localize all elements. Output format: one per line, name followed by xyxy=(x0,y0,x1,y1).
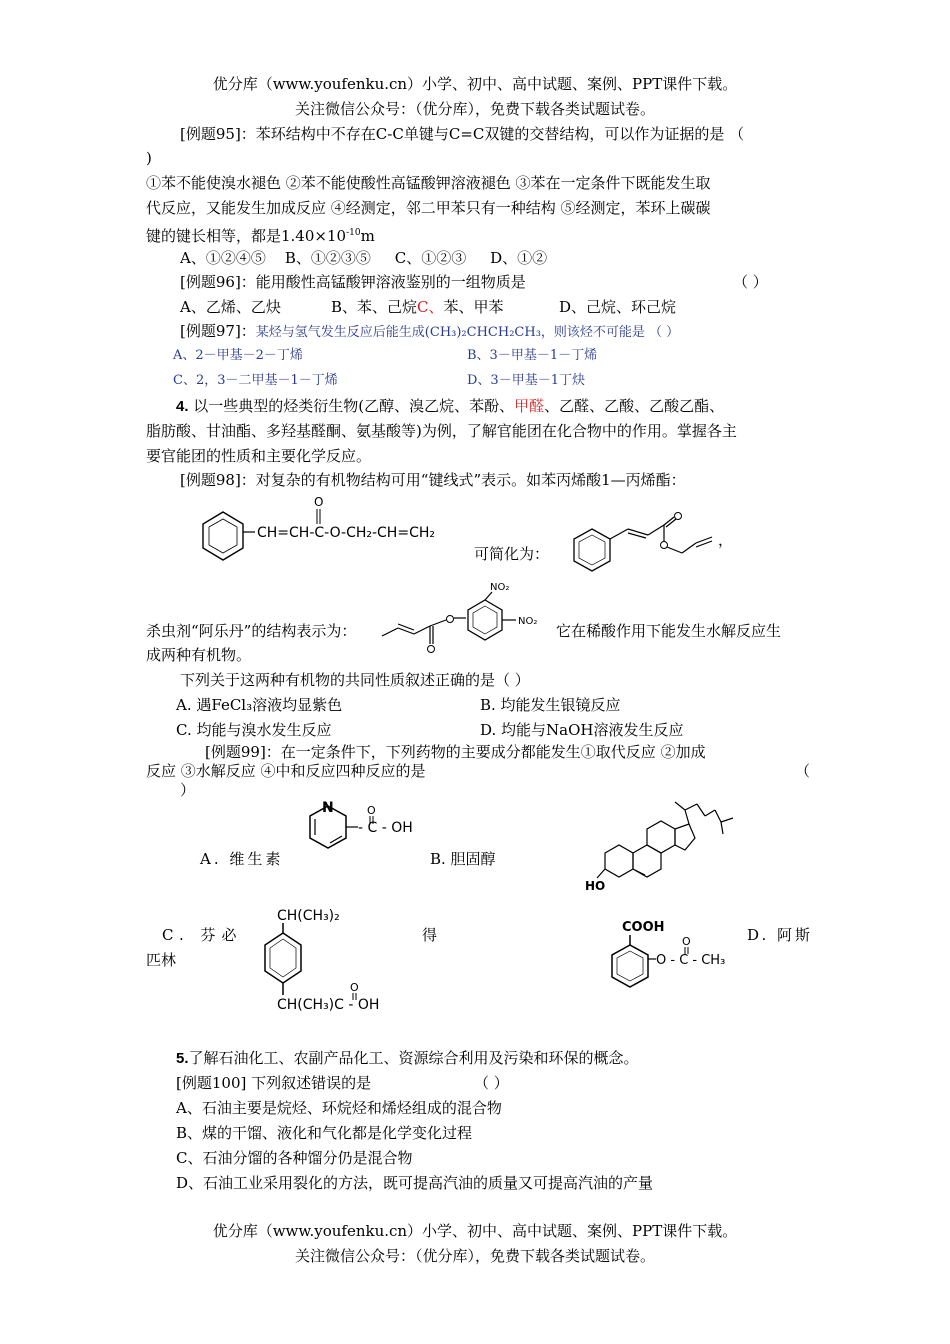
alledan-structure xyxy=(380,578,560,663)
aspirin-acetoxy: O - C - CH₃ xyxy=(656,953,726,968)
example-96-option-d: D、己烷、环己烷 xyxy=(559,298,677,316)
example-95-label: [例题95]： xyxy=(180,125,256,143)
example-100-question: [例题100] 下列叙述错误的是 xyxy=(176,1074,372,1092)
insecticide-line-2: 成两种有机物。 xyxy=(146,646,252,664)
aspirin-cooh: COOH xyxy=(622,920,665,935)
ibuprofen-bottom-group: CH(CH₃)C - OH xyxy=(277,997,380,1013)
example-97-option-b: B、3－甲基－1－丁烯 xyxy=(467,348,598,363)
example-96-question: [例题96]：能用酸性高锰酸钾溶液鉴别的一组物质是 xyxy=(180,273,526,291)
example-97-question: [例题97]：某烃与氢气发生反应后能生成(CH₃)₂CHCH₂CH₃，则该烃不可能是 （ ） xyxy=(180,322,680,340)
section-4-line-3: 要官能团的性质和主要化学反应。 xyxy=(146,447,372,465)
example-97-option-a: A、2－甲基－2－丁烯 xyxy=(173,348,303,363)
insecticide-intro: 杀虫剂“阿乐丹”的结构表示为： xyxy=(146,622,357,640)
cholesterol-ho: HO xyxy=(585,879,606,893)
option-c-label-2: 得 xyxy=(422,926,438,944)
example-97-option-d: D、3－甲基－1丁炔 xyxy=(467,373,585,388)
example-95-statement-1: ①苯不能使溴水褪色 ②苯不能使酸性高锰酸钾溶液褪色 ③苯在一定条件下既能发生取 xyxy=(146,174,711,192)
example-100-option-a: A、石油主要是烷烃、环烷烃和烯烃组成的混合物 xyxy=(176,1099,502,1117)
option-b-cholesterol: B. 胆固醇 xyxy=(430,850,496,868)
example-98-option-a: A. 遇FeCl₃溶液均显紫色 xyxy=(176,696,343,714)
option-a-vitamin: A. 维生素 xyxy=(200,850,284,868)
example-100-option-c: C、石油分馏的各种馏分仍是混合物 xyxy=(176,1149,413,1167)
header-line-1: 优分库（www.youfenku.cn）小学、初中、高中试题、案例、PPT课件下载。 xyxy=(212,75,738,93)
example-97-option-c: C、2，3－二甲基－1－丁烯 xyxy=(173,373,338,388)
example-95-question: [例题95]：苯环结构中不存在C-C单键与C=C双键的交替结构，可以作为证据的是 （ xyxy=(180,125,745,143)
aspirin-structure xyxy=(600,915,750,1005)
section-5: 5.了解石油化工、农副产品化工、资源综合利用及污染和环保的概念。 xyxy=(176,1049,639,1067)
structure-comma: ， xyxy=(718,531,734,549)
example-99-question-2: 反应 ③水解反应 ④中和反应四种反应的是 xyxy=(146,762,426,780)
ibuprofen-structure xyxy=(255,905,415,1020)
footer-line-1: 优分库（www.youfenku.cn）小学、初中、高中试题、案例、PPT课件下载。 xyxy=(212,1222,738,1240)
example-98-option-b: B. 均能发生银镜反应 xyxy=(480,696,621,714)
insecticide-hydrolysis: 它在稀酸作用下能发生水解反应生 xyxy=(556,622,782,640)
example-99-paren-open: （ xyxy=(795,762,811,780)
svg-text:O: O xyxy=(682,935,691,948)
header-line-2: 关注微信公众号：（优分库），免费下载各类试题试卷。 xyxy=(294,100,655,118)
example-95-paren: ) xyxy=(146,149,152,167)
example-99-paren-close: ） xyxy=(180,781,196,799)
example-96-paren: （ ） xyxy=(733,273,768,291)
svg-text:O: O xyxy=(350,981,359,994)
example-100-option-b: B、煤的干馏、液化和气化都是化学变化过程 xyxy=(176,1124,473,1142)
nitro-group-top: NO₂ xyxy=(490,582,510,593)
example-98-question: [例题98]：对复杂的有机物结构可用“键线式”表示。如苯丙烯酸1—丙烯酯： xyxy=(180,471,686,489)
section-4-line-1: 4. 以一些典型的烃类衍生物(乙醇、溴乙烷、苯酚、甲醛、乙醛、乙酸、乙酸乙酯、 xyxy=(176,397,725,415)
simplify-label: 可简化为： xyxy=(474,545,550,563)
example-95-statement-3: 键的键长相等，都是$1.40\times 10^{-10}m$ xyxy=(146,227,375,245)
example-98-subquestion: 下列关于这两种有机物的共同性质叙述正确的是（ ） xyxy=(180,671,530,689)
example-95-statement-2: 代反应，又能发生加成反应 ④经测定，邻二甲苯只有一种结构 ⑤经测定，苯环上碳碳 xyxy=(146,199,711,217)
example-99-question-1: [例题99]：在一定条件下，下列药物的主要成分都能发生①取代反应 ②加成 xyxy=(205,743,706,761)
option-c-label-3: 匹林 xyxy=(146,951,177,969)
carbonyl-oxygen: O xyxy=(314,495,324,509)
cinnamate-full-structure xyxy=(195,492,465,582)
option-d-aspirin: D. 阿斯 xyxy=(747,926,814,944)
svg-text:N: N xyxy=(322,800,334,816)
cinnamate-chain-text: CH=CH-C-O-CH₂-CH=CH₂ xyxy=(257,525,435,541)
example-98-option-c: C. 均能与溴水发生反应 xyxy=(176,721,332,739)
example-100-paren: （ ） xyxy=(474,1074,509,1092)
section-4-line-2: 脂肪酸、甘油酯、多羟基醛酮、氨基酸等)为例，了解官能团在化合物中的作用。掌握各主 xyxy=(146,422,737,440)
example-98-option-d: D. 均能与NaOH溶液发生反应 xyxy=(480,721,684,739)
example-95-options: A、①②④⑤ B、①②③⑤ C、①②③ D、①② xyxy=(180,249,548,267)
svg-text:O: O xyxy=(367,804,376,817)
option-c-label-1: C. 芬必 xyxy=(162,926,243,944)
vitamin-carboxyl: - C - OH xyxy=(358,820,413,836)
example-96-option-b: B、苯、己烷C、苯、甲苯 xyxy=(331,298,504,316)
ibuprofen-top-group: CH(CH₃)₂ xyxy=(277,908,340,924)
footer-line-2: 关注微信公众号：（优分库），免费下载各类试题试卷。 xyxy=(294,1247,655,1265)
cholesterol-structure xyxy=(585,798,735,893)
cinnamate-skeletal-structure xyxy=(570,505,720,585)
example-96-option-a: A、乙烯、乙炔 xyxy=(180,298,281,316)
vitamin-structure xyxy=(300,800,430,880)
example-100-option-d: D、石油工业采用裂化的方法，既可提高汽油的质量又可提高汽油的产量 xyxy=(176,1174,654,1192)
nitro-group-right: NO₂ xyxy=(518,616,538,627)
